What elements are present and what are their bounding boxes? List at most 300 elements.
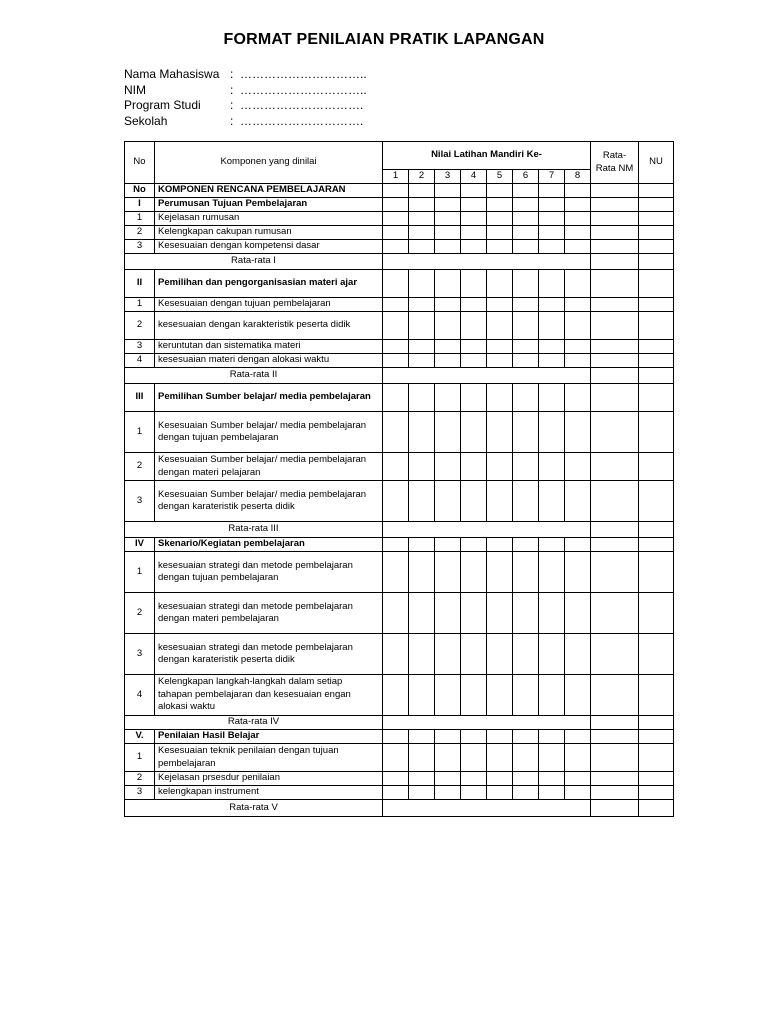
score-cell[interactable] [487,384,513,412]
score-cell[interactable] [513,786,539,800]
rata-rata-cell[interactable] [591,270,639,298]
rata-rata-cell[interactable] [591,800,639,817]
nu-cell[interactable] [639,675,674,716]
row-number: IV [125,538,155,552]
rata-rata-cell[interactable] [591,212,639,226]
info-colon: : [230,82,234,97]
score-cell[interactable] [487,453,513,481]
nu-cell[interactable] [639,453,674,481]
rata-rata-cell[interactable] [591,226,639,240]
score-cell[interactable] [487,198,513,212]
score-cell[interactable] [487,481,513,522]
rata-rata-cell[interactable] [591,340,639,354]
score-cell[interactable] [461,634,487,675]
info-colon: : [230,113,234,128]
score-cell[interactable] [487,240,513,254]
score-cell[interactable] [461,730,487,744]
score-cell[interactable] [435,453,461,481]
score-cell[interactable] [487,634,513,675]
score-cell[interactable] [513,312,539,340]
rata-rata-cell[interactable] [591,368,639,384]
score-cell[interactable] [513,298,539,312]
score-cell[interactable] [435,552,461,593]
header-row [125,142,674,170]
score-cell[interactable] [461,212,487,226]
score-cell[interactable] [565,198,591,212]
header-nilai: Nilai Latihan Mandiri Ke- [383,142,591,170]
header-rata: Rata-Rata NM [591,142,639,184]
score-cell[interactable] [565,675,591,716]
score-cell[interactable] [513,675,539,716]
score-cell[interactable] [513,384,539,412]
score-cell[interactable] [565,212,591,226]
average-row [125,716,674,730]
score-cell[interactable] [409,634,435,675]
criterion-text: kesesuaian strategi dan metode pembelajaran dengan karateristik peserta didik [155,634,383,675]
score-cell[interactable] [513,552,539,593]
table-row [125,453,674,481]
score-cell[interactable] [435,772,461,786]
info-value: …………………………. [240,113,364,128]
score-cell-merged[interactable] [383,716,591,730]
score-cell[interactable] [513,538,539,552]
score-cell[interactable] [539,312,565,340]
score-cell[interactable] [383,744,409,772]
score-cell[interactable] [539,675,565,716]
rata-rata-cell[interactable] [591,481,639,522]
rata-rata-cell[interactable] [591,786,639,800]
score-cell[interactable] [409,184,435,198]
score-cell[interactable] [539,634,565,675]
score-cell[interactable] [383,198,409,212]
score-cell[interactable] [461,481,487,522]
score-cell[interactable] [513,270,539,298]
score-cell[interactable] [409,270,435,298]
score-cell[interactable] [383,675,409,716]
score-cell[interactable] [461,552,487,593]
table-row [125,744,674,772]
score-cell[interactable] [565,453,591,481]
info-value: ………………………….. [240,67,367,81]
rata-rata-cell[interactable] [591,634,639,675]
score-cell[interactable] [565,538,591,552]
nu-cell[interactable] [639,240,674,254]
score-cell[interactable] [409,354,435,368]
nu-cell[interactable] [639,340,674,354]
score-cell[interactable] [539,354,565,368]
score-cell[interactable] [409,730,435,744]
score-cell[interactable] [487,212,513,226]
score-cell[interactable] [409,226,435,240]
score-cell[interactable] [435,354,461,368]
row-number: II [125,270,155,298]
score-cell[interactable] [565,730,591,744]
header-num: 7 [539,170,565,184]
nu-cell[interactable] [639,368,674,384]
score-cell[interactable] [487,786,513,800]
rata-rata-cell[interactable] [591,384,639,412]
rata-rata-cell[interactable] [591,453,639,481]
nu-cell[interactable] [639,226,674,240]
score-cell[interactable] [435,270,461,298]
rata-rata-cell[interactable] [591,312,639,340]
nu-cell[interactable] [639,298,674,312]
score-cell[interactable] [409,772,435,786]
score-cell[interactable] [383,538,409,552]
score-cell[interactable] [383,772,409,786]
score-cell[interactable] [565,298,591,312]
score-cell[interactable] [435,340,461,354]
score-cell[interactable] [487,340,513,354]
nu-cell[interactable] [639,744,674,772]
score-cell[interactable] [539,453,565,481]
rata-rata-cell[interactable] [591,184,639,198]
score-cell[interactable] [461,744,487,772]
score-cell[interactable] [383,354,409,368]
table-row [125,212,674,226]
score-cell[interactable] [409,312,435,340]
rata-rata-cell[interactable] [591,593,639,634]
nu-cell[interactable] [639,384,674,412]
score-cell[interactable] [513,772,539,786]
score-cell[interactable] [539,786,565,800]
score-cell[interactable] [513,744,539,772]
nu-cell[interactable] [639,412,674,453]
rata-rata-cell[interactable] [591,675,639,716]
header-num: 8 [565,170,591,184]
criterion-text: kesesuaian strategi dan metode pembelajaran dengan materi pembelajaran [155,593,383,634]
nu-cell[interactable] [639,786,674,800]
score-cell[interactable] [461,593,487,634]
score-cell[interactable] [409,593,435,634]
score-cell[interactable] [539,552,565,593]
criterion-text: Kesesuaian teknik penilaian dengan tujuan pembelajaran [155,744,383,772]
nu-cell[interactable] [639,800,674,817]
criterion-text: Kelengkapan langkah-langkah dalam setiap tahapan pembelajaran dan kesesuaian engan alokasi waktu [155,675,383,716]
score-cell[interactable] [461,675,487,716]
info-label: Program Studi [124,98,201,112]
nu-cell[interactable] [639,772,674,786]
score-cell[interactable] [435,384,461,412]
section-row [125,270,674,298]
nu-cell[interactable] [639,593,674,634]
score-cell[interactable] [461,270,487,298]
score-cell[interactable] [513,453,539,481]
score-cell[interactable] [435,538,461,552]
score-cell[interactable] [435,634,461,675]
score-cell[interactable] [383,481,409,522]
score-cell[interactable] [461,772,487,786]
score-cell[interactable] [539,240,565,254]
score-cell[interactable] [539,212,565,226]
row-number: 2 [125,453,155,481]
header-num: 4 [461,170,487,184]
row-number: 1 [125,552,155,593]
score-cell[interactable] [513,198,539,212]
score-cell[interactable] [487,412,513,453]
score-cell[interactable] [539,593,565,634]
score-cell[interactable] [539,384,565,412]
score-cell[interactable] [435,298,461,312]
section-title: Perumusan Tujuan Pembelajaran [155,198,383,212]
score-cell[interactable] [565,593,591,634]
rata-rata-cell[interactable] [591,354,639,368]
score-cell[interactable] [513,412,539,453]
score-cell[interactable] [461,412,487,453]
row-number: No [125,184,155,198]
score-cell[interactable] [565,340,591,354]
score-cell[interactable] [487,744,513,772]
score-cell[interactable] [461,786,487,800]
score-cell[interactable] [539,340,565,354]
score-cell[interactable] [513,593,539,634]
score-cell[interactable] [383,384,409,412]
score-cell[interactable] [383,240,409,254]
score-cell[interactable] [383,593,409,634]
score-cell[interactable] [513,184,539,198]
table-row [125,593,674,634]
score-cell[interactable] [539,298,565,312]
score-cell[interactable] [487,675,513,716]
info-row-sekolah [124,114,367,130]
score-cell[interactable] [435,212,461,226]
score-cell[interactable] [565,552,591,593]
score-cell[interactable] [435,744,461,772]
score-cell[interactable] [409,298,435,312]
score-cell[interactable] [435,184,461,198]
score-cell[interactable] [383,270,409,298]
score-cell[interactable] [435,312,461,340]
score-cell[interactable] [435,481,461,522]
score-cell[interactable] [383,226,409,240]
nu-cell[interactable] [639,552,674,593]
score-cell[interactable] [461,184,487,198]
score-cell[interactable] [513,212,539,226]
score-cell[interactable] [565,270,591,298]
table-row [125,354,674,368]
score-cell[interactable] [383,212,409,226]
rata-rata-cell[interactable] [591,298,639,312]
score-cell[interactable] [487,593,513,634]
criterion-text: kesesuaian materi dengan alokasi waktu [155,354,383,368]
score-cell[interactable] [461,538,487,552]
score-cell[interactable] [565,744,591,772]
score-cell[interactable] [435,240,461,254]
nu-cell[interactable] [639,212,674,226]
score-cell[interactable] [487,270,513,298]
average-row [125,522,674,538]
score-cell[interactable] [383,453,409,481]
score-cell[interactable] [539,481,565,522]
score-cell[interactable] [435,675,461,716]
rata-rata-cell[interactable] [591,552,639,593]
score-cell[interactable] [565,412,591,453]
row-number: 2 [125,312,155,340]
score-cell[interactable] [409,786,435,800]
rata-rata-cell[interactable] [591,744,639,772]
nu-cell[interactable] [639,184,674,198]
row-number: 4 [125,354,155,368]
score-cell[interactable] [565,384,591,412]
section-row [125,184,674,198]
score-cell[interactable] [409,212,435,226]
score-cell[interactable] [383,312,409,340]
score-cell[interactable] [565,634,591,675]
score-cell[interactable] [487,354,513,368]
nu-cell[interactable] [639,312,674,340]
score-cell[interactable] [435,198,461,212]
score-cell[interactable] [409,744,435,772]
score-cell[interactable] [565,312,591,340]
score-cell[interactable] [383,786,409,800]
table-row [125,634,674,675]
score-cell-merged[interactable] [383,254,591,270]
section-title: KOMPONEN RENCANA PEMBELAJARAN [155,184,383,198]
score-cell[interactable] [565,786,591,800]
table-row [125,412,674,453]
score-cell[interactable] [409,240,435,254]
score-cell[interactable] [383,634,409,675]
nu-cell[interactable] [639,538,674,552]
score-cell[interactable] [435,412,461,453]
score-cell[interactable] [565,481,591,522]
score-cell-merged[interactable] [383,522,591,538]
score-cell[interactable] [383,412,409,453]
header-num: 5 [487,170,513,184]
rata-rata-cell[interactable] [591,538,639,552]
score-cell[interactable] [565,354,591,368]
info-label: Nama Mahasiswa [124,67,220,81]
score-cell[interactable] [487,312,513,340]
score-cell[interactable] [461,354,487,368]
score-cell[interactable] [409,481,435,522]
score-cell[interactable] [513,354,539,368]
rata-rata-cell[interactable] [591,730,639,744]
score-cell[interactable] [539,730,565,744]
score-cell[interactable] [383,730,409,744]
score-cell[interactable] [409,198,435,212]
nu-cell[interactable] [639,270,674,298]
criterion-text: Kesesuaian Sumber belajar/ media pembelajaran dengan karateristik peserta didik [155,481,383,522]
score-cell[interactable] [409,384,435,412]
score-cell[interactable] [487,538,513,552]
score-cell[interactable] [409,412,435,453]
score-cell[interactable] [409,675,435,716]
score-cell[interactable] [487,552,513,593]
score-cell[interactable] [383,340,409,354]
score-cell[interactable] [461,226,487,240]
score-cell[interactable] [539,270,565,298]
score-cell[interactable] [539,226,565,240]
score-cell[interactable] [409,453,435,481]
score-cell[interactable] [461,340,487,354]
score-cell[interactable] [513,340,539,354]
rata-rata-cell[interactable] [591,716,639,730]
rata-rata-cell[interactable] [591,254,639,270]
section-row [125,538,674,552]
score-cell[interactable] [565,240,591,254]
score-cell[interactable] [539,744,565,772]
row-number: V. [125,730,155,744]
score-cell[interactable] [487,730,513,744]
score-cell[interactable] [513,634,539,675]
score-cell[interactable] [513,481,539,522]
table-row [125,226,674,240]
score-cell[interactable] [461,298,487,312]
rata-rata-cell[interactable] [591,772,639,786]
nu-cell[interactable] [639,634,674,675]
score-cell[interactable] [565,772,591,786]
score-cell[interactable] [435,786,461,800]
assessment-table [124,141,674,817]
score-cell-merged[interactable] [383,368,591,384]
nu-cell[interactable] [639,354,674,368]
score-cell[interactable] [461,312,487,340]
score-cell[interactable] [513,226,539,240]
rata-rata-cell[interactable] [591,522,639,538]
nu-cell[interactable] [639,522,674,538]
table-row [125,240,674,254]
score-cell[interactable] [539,184,565,198]
score-cell[interactable] [487,298,513,312]
score-cell[interactable] [487,184,513,198]
nu-cell[interactable] [639,481,674,522]
rata-rata-cell[interactable] [591,240,639,254]
score-cell[interactable] [565,226,591,240]
score-cell[interactable] [383,552,409,593]
nu-cell[interactable] [639,198,674,212]
nu-cell[interactable] [639,730,674,744]
score-cell[interactable] [461,453,487,481]
score-cell[interactable] [539,412,565,453]
score-cell[interactable] [539,772,565,786]
score-cell[interactable] [461,384,487,412]
score-cell[interactable] [539,198,565,212]
score-cell[interactable] [461,240,487,254]
rata-rata-cell[interactable] [591,412,639,453]
score-cell[interactable] [513,240,539,254]
score-cell[interactable] [461,198,487,212]
score-cell[interactable] [383,298,409,312]
table-row [125,298,674,312]
row-number: 3 [125,786,155,800]
score-cell[interactable] [487,772,513,786]
table-row [125,786,674,800]
score-cell[interactable] [565,184,591,198]
score-cell[interactable] [409,340,435,354]
nu-cell[interactable] [639,254,674,270]
score-cell[interactable] [409,552,435,593]
rata-rata-cell[interactable] [591,198,639,212]
score-cell[interactable] [513,730,539,744]
score-cell-merged[interactable] [383,800,591,817]
score-cell[interactable] [409,538,435,552]
score-cell[interactable] [539,538,565,552]
row-number: 4 [125,675,155,716]
score-cell[interactable] [435,226,461,240]
nu-cell[interactable] [639,716,674,730]
score-cell[interactable] [435,593,461,634]
score-cell[interactable] [435,730,461,744]
average-label: Rata-rata III [125,522,383,538]
criterion-text: Kesesuaian dengan tujuan pembelajaran [155,298,383,312]
section-title: Penilaian Hasil Belajar [155,730,383,744]
info-colon: : [230,67,234,81]
score-cell[interactable] [383,184,409,198]
score-cell[interactable] [487,226,513,240]
section-title: Skenario/Kegiatan pembelajaran [155,538,383,552]
row-number: I [125,198,155,212]
